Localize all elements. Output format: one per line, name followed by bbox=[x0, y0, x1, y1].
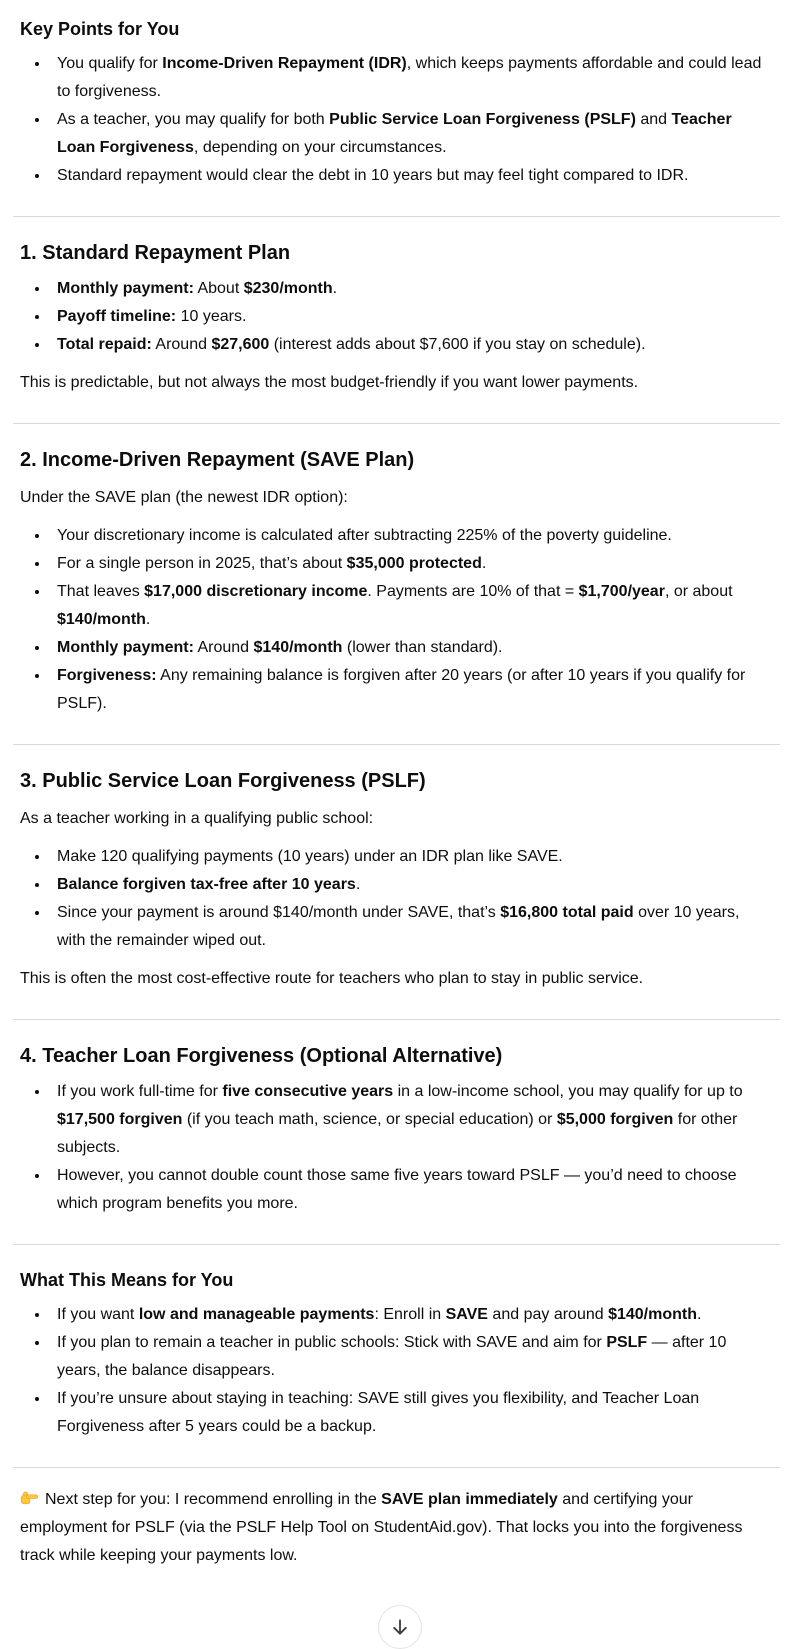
list-item: • As a teacher, you may qualify for both Public Service Loan Forgiveness (PSLF) and Teacher Loan Forgiveness, depending on your circumstances. bbox=[50, 106, 770, 162]
list-item: • Monthly payment: Around $140/month (lower than standard). bbox=[50, 634, 770, 662]
list-item: • If you’re unsure about staying in teaching: SAVE still gives you flexibility, and Teacher Loan Forgiveness after 5 years could be a backup. bbox=[50, 1385, 770, 1441]
divider bbox=[13, 216, 780, 217]
list-item: • Balance forgiven tax-free after 10 years. bbox=[50, 871, 770, 899]
teacher-forgiveness-list bbox=[20, 1078, 770, 1218]
section-heading-standard-plan: 1. Standard Repayment Plan bbox=[20, 242, 291, 264]
list-item: • Standard repayment would clear the debt in 10 years but may feel tight compared to IDR. bbox=[50, 162, 770, 190]
divider bbox=[13, 1244, 780, 1245]
section-heading-key-points: Key Points for You bbox=[20, 19, 180, 39]
list-item: • Monthly payment: About $230/month. bbox=[50, 275, 770, 303]
pslf-footer: This is often the most cost-effective route for teachers who plan to stay in public service. bbox=[20, 970, 644, 987]
list-item: • Payoff timeline: 10 years. bbox=[50, 303, 770, 331]
list-item: • Make 120 qualifying payments (10 years) under an IDR plan like SAVE. bbox=[50, 843, 770, 871]
divider bbox=[13, 1019, 780, 1020]
list-item: • For a single person in 2025, that’s about $35,000 protected. bbox=[50, 550, 770, 578]
list-item: • If you plan to remain a teacher in public schools: Stick with SAVE and aim for PSLF — after 10 years, the balance disappears. bbox=[50, 1329, 770, 1385]
scroll-to-bottom-button[interactable] bbox=[378, 1605, 422, 1649]
list-item: • Since your payment is around $140/month under SAVE, that’s $16,800 total paid over 10 years, with the remainder wiped out. bbox=[50, 899, 770, 955]
divider bbox=[13, 1467, 780, 1468]
pointing-right-emoji bbox=[20, 1488, 39, 1507]
list-item: • You qualify for Income-Driven Repayment (IDR), which keeps payments affordable and could lead to forgiveness. bbox=[50, 50, 770, 106]
pslf-list bbox=[20, 843, 770, 955]
standard-plan-footer: This is predictable, but not always the most budget-friendly if you want lower payments. bbox=[20, 374, 639, 391]
what-this-means-list bbox=[20, 1301, 770, 1441]
save-plan-list bbox=[20, 522, 770, 718]
next-step-text: Next step for you: I recommend enrolling in the SAVE plan immediately and certifying your employment for PSLF (via the PSLF Help Tool on StudentAid.gov). That locks you into the forgiveness track while keeping your payments low. bbox=[20, 1491, 743, 1564]
section-heading-save-plan: 2. Income-Driven Repayment (SAVE Plan) bbox=[20, 449, 415, 471]
arrow-down-icon bbox=[390, 1617, 410, 1637]
list-item: • Forgiveness: Any remaining balance is forgiven after 20 years (or after 10 years if you qualify for PSLF). bbox=[50, 662, 770, 718]
list-item: • However, you cannot double count those same five years toward PSLF — you’d need to choose which program benefits you more. bbox=[50, 1162, 770, 1218]
standard-plan-list bbox=[20, 275, 770, 359]
list-item: • Total repaid: Around $27,600 (interest adds about $7,600 if you stay on schedule). bbox=[50, 331, 770, 359]
divider bbox=[13, 744, 780, 745]
list-item: • If you want low and manageable payments: Enroll in SAVE and pay around $140/month. bbox=[50, 1301, 770, 1329]
divider bbox=[13, 423, 780, 424]
save-plan-intro: Under the SAVE plan (the newest IDR option): bbox=[20, 489, 348, 506]
pslf-intro: As a teacher working in a qualifying public school: bbox=[20, 810, 374, 827]
list-item: • If you work full-time for five consecutive years in a low-income school, you may qualify for up to $17,500 forgiven (if you teach math, science, or special education) or $5,000 forgiven for other subjects. bbox=[50, 1078, 770, 1162]
list-item: • Your discretionary income is calculated after subtracting 225% of the poverty guideline. bbox=[50, 522, 770, 550]
chat-message-body bbox=[0, 16, 800, 1570]
section-heading-what-this-means: What This Means for You bbox=[20, 1270, 234, 1290]
list-item: • That leaves $17,000 discretionary income. Payments are 10% of that = $1,700/year, or about $140/month. bbox=[50, 578, 770, 634]
key-points-list bbox=[20, 50, 770, 190]
section-heading-teacher-forgiveness: 4. Teacher Loan Forgiveness (Optional Alternative) bbox=[20, 1045, 503, 1067]
next-step-paragraph bbox=[20, 1486, 770, 1570]
section-heading-pslf: 3. Public Service Loan Forgiveness (PSLF) bbox=[20, 770, 426, 792]
